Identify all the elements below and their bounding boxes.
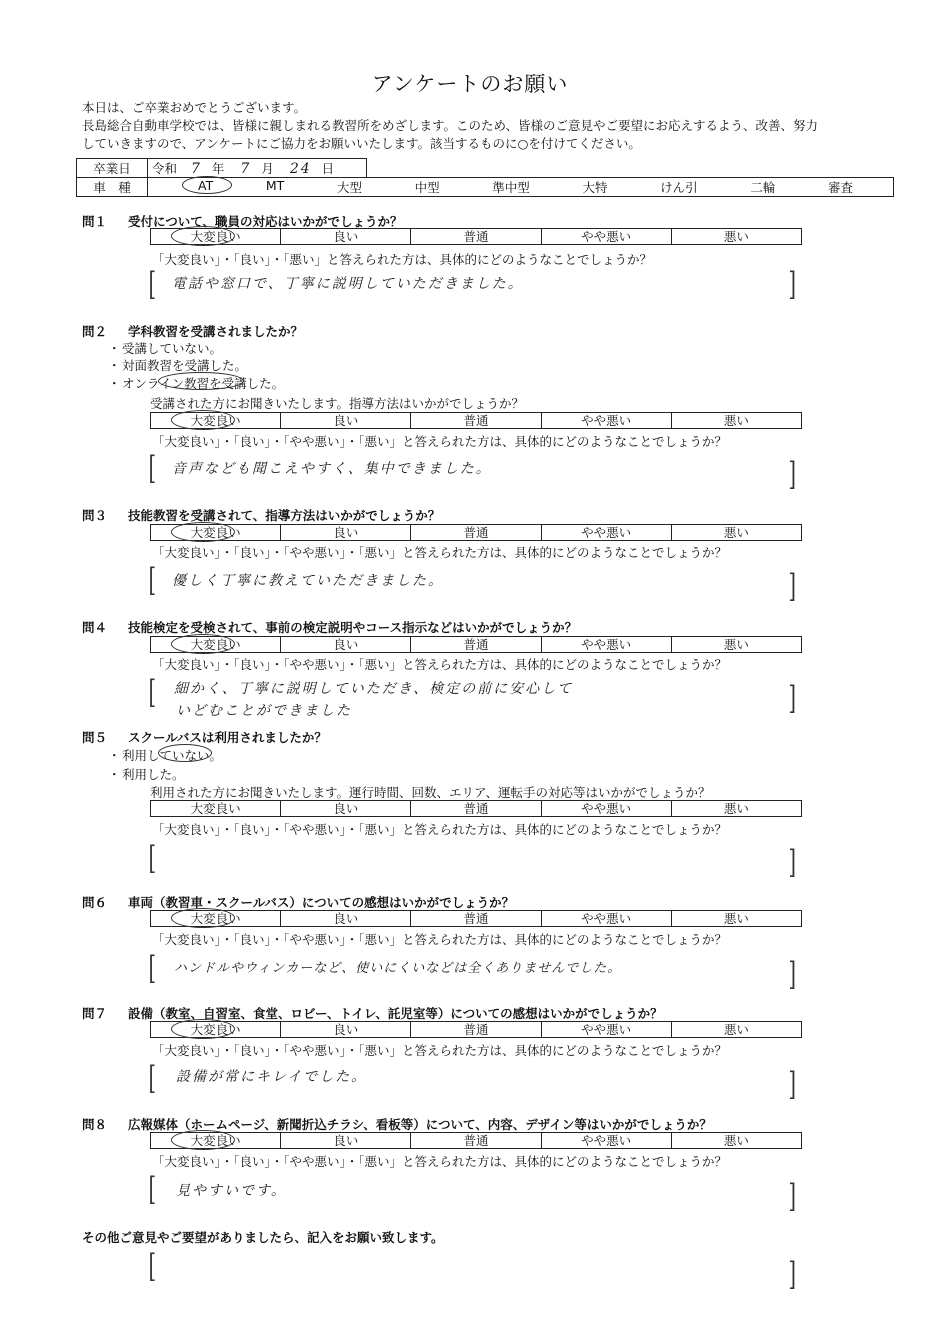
rating-label: やや悪い xyxy=(581,1132,632,1148)
rating-label: 大変良い xyxy=(190,1132,241,1148)
question-text: 設備（教室、自習室、食堂、ロビー、トイレ、託児室等）についての感想はいかがでしょうか？ xyxy=(128,1006,663,1021)
vehicle-type-option[interactable]: MT xyxy=(265,178,285,193)
bracket-left: [ xyxy=(148,949,156,987)
bracket-right: ] xyxy=(788,843,796,881)
rating-label: 普通 xyxy=(463,910,489,926)
rating-scale-q1[interactable] xyxy=(150,228,802,245)
vehicle-type-option[interactable]: 審査 xyxy=(827,180,853,195)
bracket-left: [ xyxy=(148,839,156,877)
followup-q2: 「大変良い」・「良い」・「やや悪い」・「悪い」と答えられた方は、具体的にどのようなことでしょうか？ xyxy=(152,434,728,449)
rating-option[interactable] xyxy=(541,229,671,245)
rating-option[interactable] xyxy=(281,1022,411,1038)
q2-subtext: 受講された方にお聞きいたします。指導方法はいかがでしょうか？ xyxy=(150,396,525,411)
question-text: 技能教習を受講されて、指導方法はいかがでしょうか？ xyxy=(128,508,441,523)
vehicle-type-option[interactable]: 中型 xyxy=(414,180,440,195)
question-5 xyxy=(82,728,327,746)
rating-label: 良い xyxy=(333,636,359,652)
answer-q4-line-2[interactable]: いどむことができました xyxy=(176,703,352,719)
question-text: 受付について、職員の対応はいかがでしょうか？ xyxy=(128,214,403,229)
rating-option[interactable] xyxy=(411,413,541,429)
rating-label: 普通 xyxy=(463,1132,489,1148)
question-text: 技能検定を受検されて、事前の検定説明やコース指示などはいかがでしょうか？ xyxy=(128,620,578,635)
answer-q8[interactable]: 見やすいです。 xyxy=(176,1183,287,1199)
rating-label: 良い xyxy=(333,910,359,926)
followup-q8: 「大変良い」・「良い」・「やや悪い」・「悪い」と答えられた方は、具体的にどのようなことでしょうか？ xyxy=(152,1154,728,1169)
bracket-left: [ xyxy=(148,561,156,599)
bracket-right: ] xyxy=(788,679,796,717)
followup-q4: 「大変良い」・「良い」・「やや悪い」・「悪い」と答えられた方は、具体的にどのようなことでしょうか？ xyxy=(152,657,728,672)
q5-subtext: 利用された方にお聞きいたします。運行時間、回数、エリア、運転手の対応等はいかがでしょうか？ xyxy=(150,785,711,800)
rating-label: 良い xyxy=(333,228,359,244)
rating-label: 普通 xyxy=(463,636,489,652)
rating-option[interactable] xyxy=(151,637,281,653)
rating-label: 悪い xyxy=(723,910,749,926)
rating-label: やや悪い xyxy=(581,524,632,540)
vehicle-type-option[interactable]: 準中型 xyxy=(492,180,530,195)
q5-option-2[interactable]: ・利用した。 xyxy=(108,767,185,782)
followup-q7: 「大変良い」・「良い」・「やや悪い」・「悪い」と答えられた方は、具体的にどのようなことでしょうか？ xyxy=(152,1043,728,1058)
answer-q3[interactable]: 優しく丁寧に教えていただきました。 xyxy=(172,573,444,589)
question-7 xyxy=(82,1004,663,1022)
vehicle-type-option[interactable]: AT xyxy=(198,178,213,196)
rating-option[interactable] xyxy=(671,1022,801,1038)
selection-circle xyxy=(158,744,212,762)
rating-scale-q6[interactable] xyxy=(150,910,802,927)
question-number: 問３ xyxy=(82,508,108,523)
rating-option[interactable] xyxy=(541,801,671,817)
rating-label: 普通 xyxy=(463,800,489,816)
rating-option[interactable] xyxy=(411,229,541,245)
info-table xyxy=(76,158,894,197)
intro-line-1: 本日は、ご卒業おめでとうございます。 xyxy=(82,100,307,115)
rating-option[interactable] xyxy=(541,413,671,429)
selection-circle xyxy=(158,372,244,390)
rating-label: 普通 xyxy=(463,524,489,540)
rating-label: 良い xyxy=(333,1021,359,1037)
followup-q5: 「大変良い」・「良い」・「やや悪い」・「悪い」と答えられた方は、具体的にどのようなことでしょうか？ xyxy=(152,822,728,837)
rating-label: 普通 xyxy=(463,228,489,244)
answer-q2[interactable]: 音声なども聞こえやすく、集中できました。 xyxy=(172,461,492,477)
rating-option[interactable] xyxy=(671,413,801,429)
rating-option[interactable] xyxy=(281,801,411,817)
rating-option[interactable] xyxy=(411,911,541,927)
rating-option[interactable] xyxy=(281,637,411,653)
rating-option[interactable] xyxy=(671,637,801,653)
rating-option[interactable] xyxy=(151,801,281,817)
rating-label: やや悪い xyxy=(581,228,632,244)
q2-option-3[interactable]: ・オンライン教習を受講した。 xyxy=(108,376,285,391)
rating-scale-q8[interactable] xyxy=(150,1132,802,1149)
bracket-right: ] xyxy=(788,1065,796,1103)
answer-q4-line-1[interactable]: 細かく、丁寧に説明していただき、検定の前に安心して xyxy=(174,681,574,697)
rating-label: 悪い xyxy=(723,524,749,540)
question-3 xyxy=(82,506,440,524)
rating-label: 大変良い xyxy=(190,228,241,244)
rating-option[interactable] xyxy=(151,1022,281,1038)
bracket-right: ] xyxy=(788,1177,796,1215)
rating-label: 悪い xyxy=(723,800,749,816)
bracket-right: ] xyxy=(788,455,796,493)
bracket-left: [ xyxy=(148,1170,156,1208)
question-text: 学科教習を受講されましたか？ xyxy=(128,324,304,339)
rating-option[interactable] xyxy=(281,1133,411,1149)
rating-label: 悪い xyxy=(723,228,749,244)
selection-circle xyxy=(171,410,235,430)
rating-label: やや悪い xyxy=(581,636,632,652)
rating-scale-q5[interactable] xyxy=(150,800,802,817)
vehicle-type-option[interactable]: 大型 xyxy=(336,180,362,195)
question-text: スクールバスは利用されましたか？ xyxy=(128,730,327,745)
followup-q6: 「大変良い」・「良い」・「やや悪い」・「悪い」と答えられた方は、具体的にどのようなことでしょうか？ xyxy=(152,932,728,947)
rating-label: やや悪い xyxy=(581,412,632,428)
rating-scale-q3[interactable] xyxy=(150,524,802,541)
era: 令和 xyxy=(152,161,178,176)
rating-label: 大変良い xyxy=(190,636,241,652)
rating-scale-q4[interactable] xyxy=(150,636,802,653)
vehicle-type-option[interactable]: けん引 xyxy=(660,180,698,195)
grad-date-value[interactable] xyxy=(148,159,367,178)
rating-option[interactable] xyxy=(411,1133,541,1149)
rating-option[interactable] xyxy=(541,525,671,541)
rating-option[interactable] xyxy=(151,911,281,927)
rating-option[interactable] xyxy=(151,229,281,245)
grad-date-label: 卒業日 xyxy=(77,159,148,178)
page-title: アンケートのお願い xyxy=(371,72,569,96)
rating-option[interactable] xyxy=(411,801,541,817)
question-text: 広報媒体（ホームページ、新聞折込チラシ、看板等）について、内容、デザイン等はいかがでしょうか？ xyxy=(128,1117,712,1132)
rating-label: 悪い xyxy=(723,412,749,428)
grad-year: 7 xyxy=(191,161,202,177)
rating-label: やや悪い xyxy=(581,1021,632,1037)
rating-option[interactable] xyxy=(281,525,411,541)
rating-option[interactable] xyxy=(671,911,801,927)
month-unit: 月 xyxy=(261,161,274,176)
rating-label: 大変良い xyxy=(190,524,241,540)
selection-circle xyxy=(182,176,232,194)
rating-option[interactable] xyxy=(281,229,411,245)
bracket-right: ] xyxy=(788,567,796,605)
question-number: 問７ xyxy=(82,1006,108,1021)
rating-label: 悪い xyxy=(723,1132,749,1148)
rating-label: やや悪い xyxy=(581,910,632,926)
followup-q3: 「大変良い」・「良い」・「やや悪い」・「悪い」と答えられた方は、具体的にどのようなことでしょうか？ xyxy=(152,545,728,560)
rating-option[interactable] xyxy=(411,1022,541,1038)
question-6 xyxy=(82,893,514,911)
rating-label: 良い xyxy=(333,524,359,540)
option-label: オンライン教習を受講した。 xyxy=(122,376,285,391)
bracket-left: [ xyxy=(148,673,156,711)
rating-label: 大変良い xyxy=(190,1021,241,1037)
answer-q6[interactable]: ハンドルやウィンカーなど、使いにくいなどは全くありませんでした。 xyxy=(174,961,622,976)
bracket-left: [ xyxy=(148,1059,156,1097)
rating-label: 悪い xyxy=(723,1021,749,1037)
rating-label: 普通 xyxy=(463,412,489,428)
intro-line-3: していきますので、アンケートにご協力をお願いいたします。該当するものに○を付けてください。 xyxy=(82,136,641,151)
followup-q1: 「大変良い」・「良い」・「悪い」と答えられた方は、具体的にどのようなことでしょうか？ xyxy=(152,252,653,267)
rating-label: やや悪い xyxy=(581,800,632,816)
vehicle-label: 車 種 xyxy=(77,178,148,197)
question-number: 問１ xyxy=(82,214,108,229)
rating-label: 良い xyxy=(333,412,359,428)
selection-circle xyxy=(171,1130,235,1150)
rating-label: 大変良い xyxy=(190,412,241,428)
rating-label: 良い xyxy=(333,1132,359,1148)
rating-option[interactable] xyxy=(411,525,541,541)
rating-option[interactable] xyxy=(541,637,671,653)
rating-option[interactable] xyxy=(151,413,281,429)
rating-option[interactable] xyxy=(671,1133,801,1149)
grad-day: 24 xyxy=(289,161,312,177)
bracket-left: [ xyxy=(148,265,156,303)
question-number: 問８ xyxy=(82,1117,108,1132)
rating-label: 良い xyxy=(333,800,359,816)
question-text: 車両（教習車・スクールバス）についての感想はいかがでしょうか？ xyxy=(128,895,515,910)
question-number: 問４ xyxy=(82,620,108,635)
rating-label: 普通 xyxy=(463,1021,489,1037)
bracket-left: [ xyxy=(148,1247,156,1285)
option-label: 利用した。 xyxy=(122,767,185,782)
rating-option[interactable] xyxy=(151,525,281,541)
selection-circle xyxy=(171,522,235,542)
bracket-left: [ xyxy=(148,449,156,487)
selection-circle xyxy=(171,908,235,928)
rating-option[interactable] xyxy=(671,229,801,245)
info-empty xyxy=(367,159,894,178)
closing-answer-area[interactable] xyxy=(170,1258,770,1288)
rating-option[interactable] xyxy=(281,413,411,429)
vehicle-type-option[interactable]: 大特 xyxy=(582,180,608,195)
grad-month: 7 xyxy=(240,161,252,177)
year-unit: 年 xyxy=(211,161,225,176)
selection-circle xyxy=(171,1019,235,1039)
option-label: 利用していない。 xyxy=(122,748,223,763)
rating-label: 大変良い xyxy=(190,800,241,816)
closing-prompt: その他ご意見やご要望がありましたら、記入をお願い致します。 xyxy=(82,1230,444,1245)
q5-option-1[interactable]: ・利用していない。 xyxy=(108,748,223,763)
rating-option[interactable] xyxy=(541,1133,671,1149)
rating-option[interactable] xyxy=(281,911,411,927)
question-4 xyxy=(82,618,577,636)
rating-label: 大変良い xyxy=(190,910,241,926)
rating-label: 悪い xyxy=(723,636,749,652)
rating-option[interactable] xyxy=(541,1022,671,1038)
question-number: 問２ xyxy=(82,324,108,339)
intro-line-2: 長島総合自動車学校では、皆様に親しまれる教習所をめざします。このため、皆様のご意見やご要望にお応えするよう、改善、努力 xyxy=(82,118,819,133)
answer-q7[interactable]: 設備が常にキレイでした。 xyxy=(176,1069,368,1085)
bracket-right: ] xyxy=(788,1255,796,1293)
option-label: 対面教習を受講した。 xyxy=(122,358,248,373)
rating-scale-q2[interactable] xyxy=(150,412,802,429)
day-unit: 日 xyxy=(321,161,335,176)
q2-option-1[interactable]: ・受講していない。 xyxy=(108,341,223,356)
rating-scale-q7[interactable] xyxy=(150,1021,802,1038)
selection-circle xyxy=(171,226,235,246)
option-label: 受講していない。 xyxy=(122,341,223,356)
vehicle-types xyxy=(148,178,894,197)
bracket-right: ] xyxy=(788,955,796,993)
question-2 xyxy=(82,322,303,340)
answer-q1[interactable]: 電話や窓口で、丁寧に説明していただきました。 xyxy=(172,276,524,292)
rating-option[interactable] xyxy=(151,1133,281,1149)
rating-option[interactable] xyxy=(671,525,801,541)
selection-circle xyxy=(171,634,235,654)
bracket-right: ] xyxy=(788,265,796,303)
question-number: 問５ xyxy=(82,730,108,745)
rating-option[interactable] xyxy=(671,801,801,817)
rating-option[interactable] xyxy=(411,637,541,653)
q2-option-2[interactable]: ・対面教習を受講した。 xyxy=(108,358,248,373)
vehicle-type-option[interactable]: 二輪 xyxy=(750,180,776,195)
question-8 xyxy=(82,1115,712,1133)
question-number: 問６ xyxy=(82,895,108,910)
rating-option[interactable] xyxy=(541,911,671,927)
